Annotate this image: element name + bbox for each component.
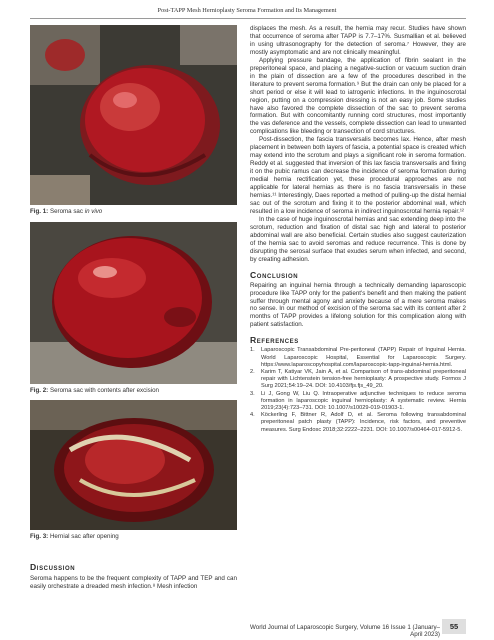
footer-journal: World Journal of Laparoscopic Surgery, Volume 16 Issue 1 (January–April 2023): [250, 624, 440, 638]
body-paragraph-2: Applying pressure bandage, the application of fibrin sealant in the preperitoneal space, and placing a negative-suction or vacuum suction drain in the plain of dissection are a few of the procedures described in the literature to prevent seroma formation.⁹ But the drain can only be placed for a short period or else it will lead to iatrogenic infections. In the inguinoscrotal region, putting on a compression dressing is not an easy job. Some studies have also favored the complete dissection of the sac to prevent seroma formation. But with concomitantly running cord structures, most importantly the vas deference and the vessels, complete dissection can lead to unwanted complications like bleeding or transection of cord structures.: [250, 56, 466, 136]
reference-text: Laparoscopic Transabdominal Pre-peritoneal (TAPP) Repair of Inguinal Hernia. World Laparoscopic Hospital, Essential for Laparoscopic Surgery. https://www.laparoscopyhospital.com/laparoscopic-tapp-inguinal-hernia.html.: [261, 347, 466, 368]
figure-3-label: Fig. 3:: [30, 533, 49, 540]
body-paragraph-3: Post-dissection, the fascia transversalis becomes lax. Hence, after mesh placement in between both layers of fascia, a potential space is created which may extend into the scrotum and plays a significant role in seroma formation. Reddy et al. suggested that inversion of this lax fascia transversalis and fixing it on the pubic ramus can decrease the incidence of seroma formation during medial hernia rectification yet, these procedural approaches are not applicable for lateral hernias as there is no fascia transversalis in these hernias.¹¹ Interestingly, Daes reported a method of pulling-up the distal hernial sac out of the scrotum and fixing it to the posterior abdominal wall, which resulted in a low incidence of seroma in indirect inguinoscrotal hernia repair.¹²: [250, 136, 466, 215]
page-number: 55: [442, 619, 466, 634]
figure-2-image: [30, 222, 237, 384]
figure-1-image: [30, 25, 237, 205]
discussion-section: [30, 562, 237, 591]
right-column: [250, 25, 466, 434]
conclusion-heading: Conclusion: [250, 269, 299, 280]
figure-3-image: [30, 400, 237, 530]
figure-2-caption-text: Seroma sac with contents after excision: [49, 387, 159, 394]
reference-list: [250, 347, 466, 433]
reference-number: 3.: [250, 390, 255, 397]
figure-1-photo: [30, 25, 237, 205]
figure-2-label: Fig. 2:: [30, 387, 49, 394]
header-rule: [30, 18, 466, 19]
figure-2-photo: [30, 222, 237, 384]
reference-number: 4.: [250, 412, 255, 419]
discussion-paragraph: Seroma happens to be the frequent complexity of TAPP and TEP and can easily orchestrate a dreaded mesh infection.⁸ Mesh infection: [30, 575, 237, 590]
reference-item: [250, 391, 466, 413]
figure-1-caption-text: Seroma sac: [49, 208, 83, 215]
reference-item: [250, 369, 466, 391]
reference-text: Li J, Gong W, Liu Q. Intraoperative adjunctive techniques to reduce seroma formation in laparoscopic inguinal hernioplasty: A systematic review. Hernia 2019;23(4):723–731. DOI: 10.1007/s10029-019-01903-1.: [261, 390, 466, 411]
running-head: Post-TAPP Mesh Hernioplasty Seroma Formation and Its Management: [157, 7, 337, 14]
figure-2-caption: [30, 387, 237, 394]
figure-3-caption-text: Hernial sac after opening: [49, 533, 119, 540]
reference-item: [250, 347, 466, 369]
figure-1-label: Fig. 1:: [30, 208, 49, 215]
figure-3-caption: [30, 533, 237, 540]
conclusion-paragraph: Repairing an inguinal hernia through a technically demanding laparoscopic procedure like TAPP only for the patient's benefit and then making the patient suffer through mental agony and anxiety because of a mere seroma makes no sense. In our method of excision of the seroma sac with its content after 2 months of TAPP provides a lifelong solution for this complication along with patient satisfaction.: [250, 281, 466, 329]
figure-1-caption: [30, 208, 237, 215]
figure-1-caption-italic: in vivo: [84, 208, 103, 215]
figure-3-photo: [30, 400, 237, 530]
reference-text: Köckerling F, Bittner R, Adolf D, et al. Seroma following transabdominal preperitoneal patch plasty (TAPP): Incidence, risk factors, and preventive measures. Surg Endosc 2018;32:2222–2231. DOI: 10.1007/s00464-017-5912-5.: [261, 412, 466, 433]
reference-text: Karim T, Katiyar VK, Jain A, et al. Comparison of trans-abdominal preperitoneal repair with Lichtenstein tension-free hernioplasty: A prospective study. Formos J Surg 2021;54:19–24. DOI: 10.4103/fjs.fjs_49_20.: [261, 368, 466, 390]
reference-number: 2.: [250, 368, 255, 375]
body-paragraph-1: displaces the mesh. As a result, the hernia may recur. Studies have shown that occurrence of seroma after TAPP is 7.7–17%. Susmallian et al. believed in using ultrasonography for the detection of seroma.⁷ However, they are mostly asymptomatic and are not clinically meaningful.: [250, 25, 466, 56]
body-paragraph-4: In the case of huge inguinoscrotal hernias and sac extending deep into the scrotum, reduction and fixation of distal sac high and lateral to posterior abdominal wall are also beneficial. Certain studies also suggest cauterization of the hernia sac to avoid seromas and reduce recurrence. This is done by disrupting the serosal surface that exudes serum when infected, and second, by creating adhesion.: [250, 215, 466, 263]
references-heading: References: [250, 335, 299, 346]
reference-number: 1.: [250, 347, 255, 354]
reference-item: [250, 412, 466, 434]
discussion-heading: Discussion: [30, 562, 76, 572]
